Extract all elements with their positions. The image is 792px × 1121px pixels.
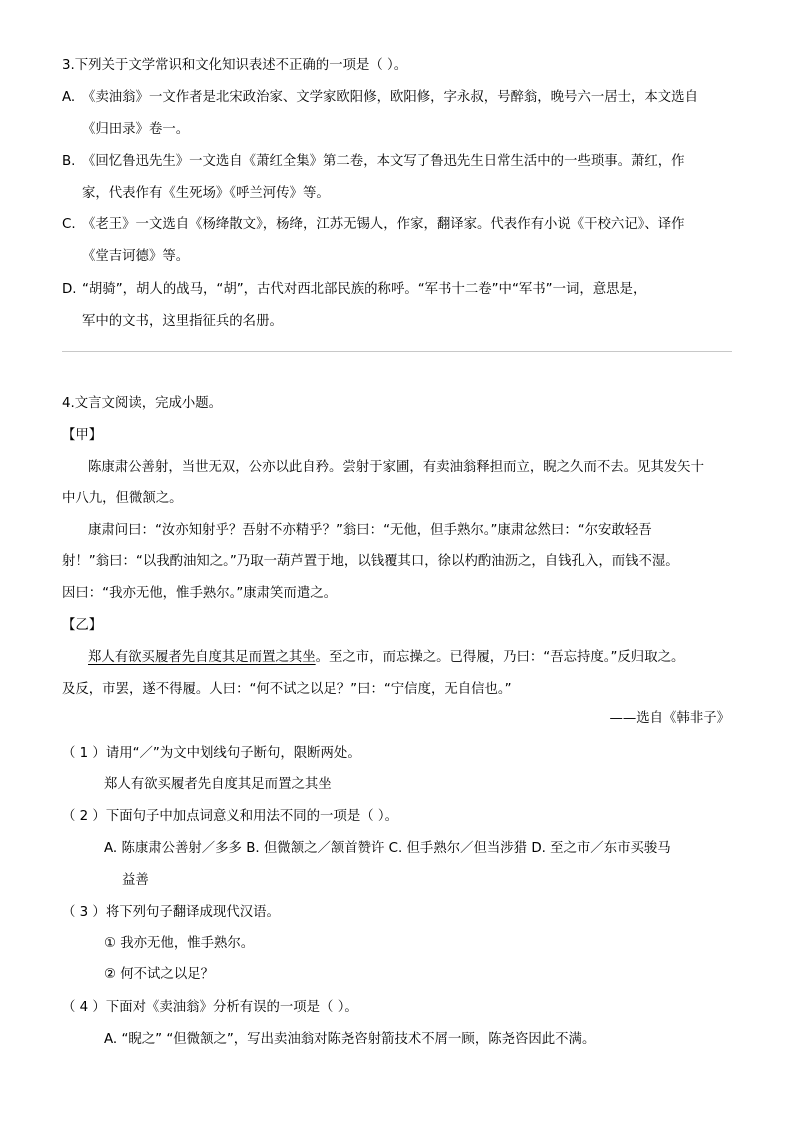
section-divider	[62, 351, 732, 352]
option-text: 《老王》一文选自《杨绛散文》，杨绛，江苏无锡人，作家，翻译家。代表作有小说《干校六记》、译作	[82, 217, 685, 232]
sub2-stem: （ 2 ）下面句子中加点词意义和用法不同的一项是（ ）。	[62, 809, 398, 824]
passage-jia-line: 陈康肃公善射，当世无双，公亦以此自矜。尝射于家圃，有卖油翁释担而立，睨之久而不去。见其发矢十	[88, 460, 704, 475]
passage-yi-label: 【乙】	[62, 618, 103, 633]
passage-yi-rest: 。至之市，而忘操之。已得履，乃曰：“吾忘持度。”反归取之。	[315, 650, 685, 665]
sub2-options-cont: 益善	[122, 873, 149, 888]
sub3-item-2: ② 何不试之以足？	[104, 967, 214, 982]
option-label: B.	[62, 154, 76, 169]
option-label: D.	[62, 282, 77, 297]
underlined-sentence: 郑人有欲买履者先自度其足而置之其坐	[88, 650, 316, 665]
q3-stem: 3.下列关于文学常识和文化知识表述不正确的一项是（ ）。	[62, 58, 408, 73]
passage-yi-line: 及反，市罢，遂不得履。人曰：“何不试之以足？”曰：“宁信度，无自信也。”	[62, 682, 512, 697]
q3-option-a	[62, 89, 698, 107]
option-label: A.	[62, 90, 76, 105]
sub3-stem: （ 3 ）将下列句子翻译成现代汉语。	[62, 905, 280, 920]
passage-yi-line	[88, 649, 684, 667]
passage-jia-line: 中八九，但微颔之。	[62, 491, 183, 506]
sub1-sentence: 郑人有欲买履者先自度其足而置之其坐	[104, 777, 332, 792]
q3-option-c-cont: 《堂吉诃德》等。	[82, 249, 190, 264]
q3-option-b-cont: 家，代表作有《生死场》《呼兰河传》等。	[82, 186, 330, 201]
q4-stem: 4.文言文阅读，完成小题。	[62, 396, 223, 411]
sub4-option-a: A. “睨之” “但微颔之”，写出卖油翁对陈尧咨射箭技术不屑一顾，陈尧咨因此不满。	[104, 1032, 596, 1047]
q3-option-d	[62, 281, 646, 299]
option-text: “胡骑”，胡人的战马，“胡”，古代对西北部民族的称呼。“军书十二卷”中“军书”一词，意思是，	[82, 282, 647, 297]
passage-jia-line: 因曰：“我亦无他，惟手熟尔。”康肃笑而遣之。	[62, 586, 337, 601]
passage-jia-line: 康肃问曰：“汝亦知射乎？吾射不亦精乎？”翁曰：“无他，但手熟尔。”康肃忿然曰：“尔安敢轻吾	[88, 523, 652, 538]
q3-option-a-cont: 《归田录》卷一。	[82, 122, 190, 137]
q3-option-c	[62, 216, 685, 234]
sub2-options: A. 陈康肃公善射／多多 B. 但微颔之／颔首赞许 C. 但手熟尔／但当涉猎 D. 至之市／东市买骏马	[104, 841, 671, 856]
passage-source: ——选自《韩非子》	[609, 711, 730, 726]
passage-jia-line: 射！”翁曰：“以我酌油知之。”乃取一葫芦置于地，以钱覆其口，徐以杓酌油沥之，自钱孔入，而钱不湿。	[62, 554, 679, 569]
sub4-stem: （ 4 ）下面对《卖油翁》分析有误的一项是（ ）。	[62, 1000, 358, 1015]
option-text: 《回忆鲁迅先生》一文选自《萧红全集》第二卷，本文写了鲁迅先生日常生活中的一些琐事。萧红，作	[82, 154, 685, 169]
sub3-item-1: ① 我亦无他，惟手熟尔。	[104, 936, 255, 951]
passage-jia-label: 【甲】	[62, 428, 103, 443]
q3-option-b	[62, 153, 685, 171]
q3-option-d-cont: 军中的文书，这里指征兵的名册。	[82, 314, 283, 329]
sub1-stem: （ 1 ）请用“／”为文中划线句子断句，限断两处。	[62, 746, 361, 761]
option-text: 《卖油翁》一文作者是北宋政治家、文学家欧阳修，欧阳修，字永叔，号醉翁，晚号六一居士，本文选自	[82, 90, 698, 105]
option-label: C.	[62, 217, 76, 232]
